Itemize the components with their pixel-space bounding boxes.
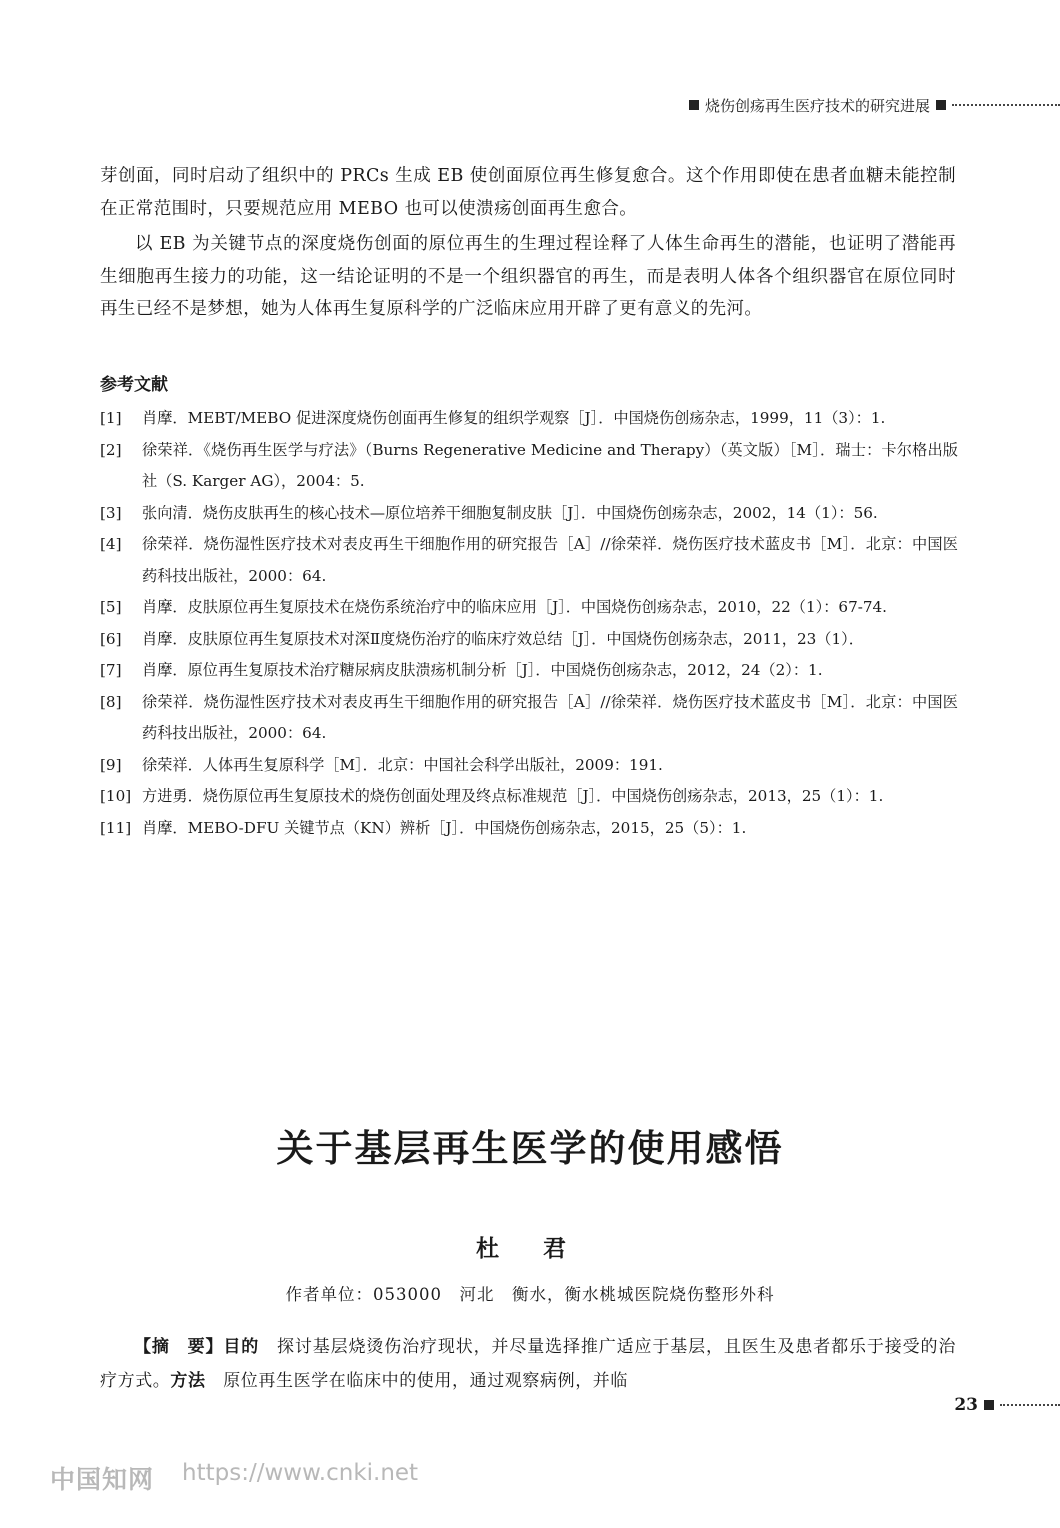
reference-text: 徐荣祥．烧伤湿性医疗技术对表皮再生干细胞作用的研究报告［A］//徐荣祥．烧伤医疗技术蓝皮书［M］．北京：中国医药科技出版社，2000：64. — [142, 692, 958, 742]
reference-item — [100, 687, 958, 750]
reference-text: 张向清．烧伤皮肤再生的核心技术—原位培养干细胞复制皮肤［J］．中国烧伤创疡杂志，2002，14（1）：56. — [142, 503, 878, 522]
watermark-url[interactable]: https://www.cnki.net — [182, 1460, 419, 1486]
square-bullet-icon — [689, 100, 699, 110]
reference-number: [7] — [100, 661, 122, 679]
reference-text: 徐荣祥．人体再生复原科学［M］．北京：中国社会科学出版社，2009：191. — [142, 755, 663, 774]
reference-text: 方进勇．烧伤原位再生复原技术的烧伤创面处理及终点标准规范［J］．中国烧伤创疡杂志，2013，25（1）：1. — [142, 787, 884, 805]
reference-text: 肖摩．皮肤原位再生复原技术对深Ⅱ度烧伤治疗的临床疗效总结［J］．中国烧伤创疡杂志，2011，23（1）． — [142, 629, 864, 648]
cnki-watermark — [50, 1460, 418, 1496]
reference-item — [100, 529, 958, 592]
reference-item — [100, 624, 958, 656]
dotted-rule — [1000, 1404, 1060, 1406]
reference-number: [11] — [100, 818, 132, 837]
square-bullet-icon — [984, 1400, 994, 1410]
reference-item — [100, 781, 958, 813]
abstract-method-label: 方法 — [170, 1371, 206, 1391]
running-header — [689, 92, 1060, 118]
reference-number: [4] — [100, 535, 122, 553]
reference-number: [3] — [100, 503, 122, 522]
references-heading: 参考文献 — [100, 375, 168, 395]
reference-number: [10] — [100, 787, 132, 805]
abstract-objective-label: 目的 — [223, 1337, 260, 1357]
reference-number: [2] — [100, 440, 122, 459]
abstract-label: 【摘 要】 — [134, 1337, 224, 1357]
watermark-brand: 中国知网 — [50, 1465, 155, 1494]
reference-text: 肖摩．MEBO-DFU 关键节点（KN）辨析［J］．中国烧伤创疡杂志，2015，25（5）：1. — [142, 818, 747, 837]
reference-number: [1] — [100, 409, 122, 427]
reference-item — [100, 750, 958, 782]
reference-number: [6] — [100, 629, 122, 648]
reference-text: 肖摩．皮肤原位再生复原技术在烧伤系统治疗中的临床应用［J］．中国烧伤创疡杂志，2010，22（1）：67-74. — [142, 598, 888, 616]
page-number: 23 — [954, 1395, 978, 1415]
reference-list — [100, 403, 958, 844]
reference-text: 肖摩．原位再生复原技术治疗糖尿病皮肤溃疡机制分析［J］．中国烧伤创疡杂志，2012，24（2）：1. — [142, 661, 823, 679]
reference-number: [5] — [100, 598, 122, 616]
article-author: 杜 君 — [475, 1235, 584, 1262]
reference-text: 肖摩．MEBT/MEBO 促进深度烧伤创面再生修复的组织学观察［J］．中国烧伤创疡杂志，1999，11（3）：1. — [142, 409, 886, 427]
reference-item — [100, 655, 958, 687]
reference-text: 徐荣祥．烧伤湿性医疗技术对表皮再生干细胞作用的研究报告［A］//徐荣祥．烧伤医疗技术蓝皮书［M］．北京：中国医药科技出版社，2000：64. — [142, 535, 958, 585]
article-title: 关于基层再生医学的使用感悟 — [276, 1127, 784, 1170]
body-paragraph: 以 EB 为关键节点的深度烧伤创面的原位再生的生理过程诠释了人体生命再生的潜能，也证明了潜能再生细胞再生接力的功能，这一结论证明的不是一个组织器官的再生，而是表明人体各个组织器官在原位同时再生已经不是梦想，她为人体再生复原科学的广泛临床应用开辟了更有意义的先河。 — [100, 234, 956, 319]
reference-text: 徐荣祥．《烧伤再生医学与疗法》（Burns Regenerative Medicine and Therapy）（英文版）［M］．瑞士：卡尔格出版社（S. Karger AG），2004：5. — [142, 440, 958, 490]
reference-item — [100, 813, 958, 845]
reference-item — [100, 592, 958, 624]
body-paragraph: 芽创面，同时启动了组织中的 PRCs 生成 EB 使创面原位再生修复愈合。这个作用即使在患者血糖未能控制在正常范围时，只要规范应用 MEBO 也可以使溃疡创面再生愈合。 — [100, 166, 956, 219]
square-bullet-icon — [936, 100, 946, 110]
dotted-rule — [952, 104, 1060, 106]
abstract — [100, 1330, 956, 1398]
reference-number: [9] — [100, 755, 122, 774]
author-affiliation: 作者单位：053000 河北 衡水，衡水桃城医院烧伤整形外科 — [285, 1285, 775, 1304]
page-footer — [954, 1392, 1060, 1418]
reference-number: [8] — [100, 692, 122, 711]
reference-item — [100, 435, 958, 498]
reference-item — [100, 403, 958, 435]
abstract-method-text: 原位再生医学在临床中的使用，通过观察病例，并临 — [205, 1371, 629, 1391]
running-title: 烧伤创疡再生医疗技术的研究进展 — [704, 96, 930, 115]
reference-item — [100, 498, 958, 530]
abstract-objective-text: 探讨基层烧烫伤治疗现状，并尽量选择推广适应于基层，且医生及患者都乐于接受的治疗方式。 — [100, 1337, 957, 1391]
